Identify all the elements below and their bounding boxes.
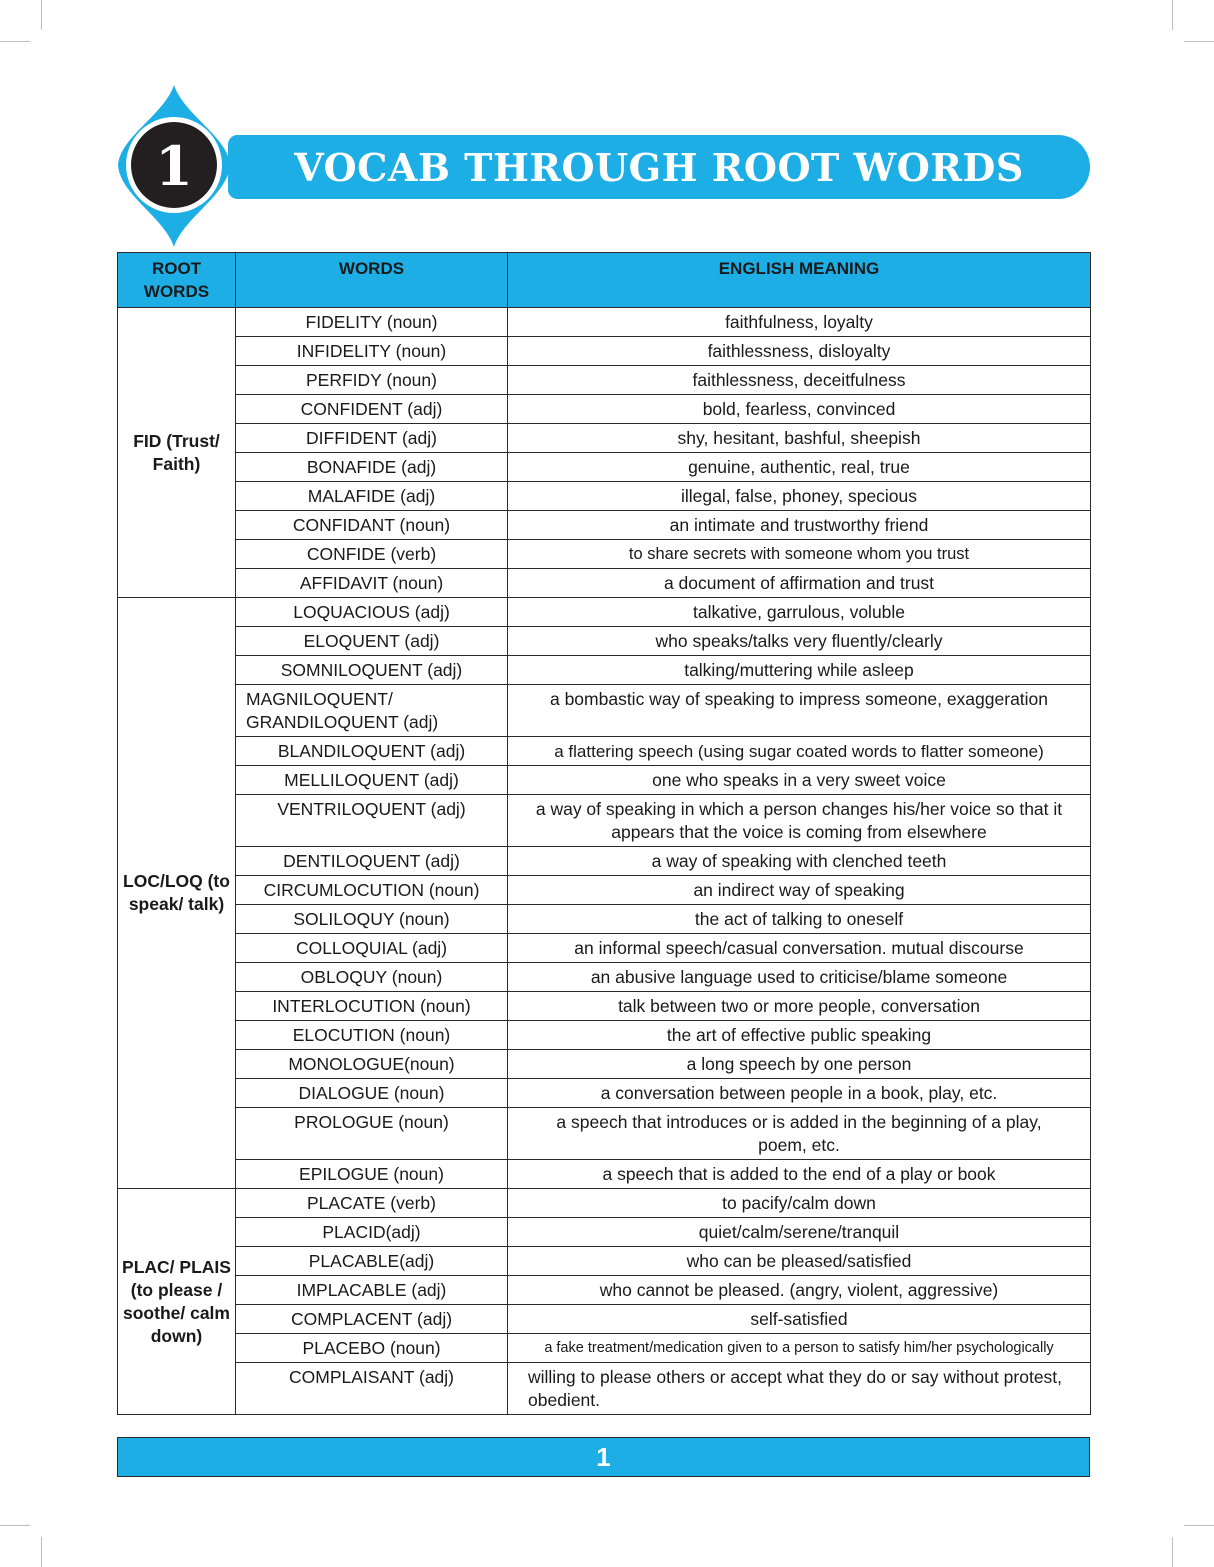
meaning-cell: who cannot be pleased. (angry, violent, aggressive) [508, 1276, 1091, 1305]
word-cell: COLLOQUIAL (adj) [236, 934, 508, 963]
table-row [118, 627, 1091, 656]
meaning-cell: genuine, authentic, real, true [508, 453, 1091, 482]
meaning-cell: a speech that is added to the end of a play or book [508, 1160, 1091, 1189]
meaning-cell: faithlessness, deceitfulness [508, 366, 1091, 395]
table-row [118, 1160, 1091, 1189]
table-row [118, 424, 1091, 453]
table-row [118, 766, 1091, 795]
table-row [118, 482, 1091, 511]
header-words: WORDS [236, 253, 508, 308]
table-row [118, 1079, 1091, 1108]
word-cell: PLACEBO (noun) [236, 1334, 508, 1363]
word-cell: OBLOQUY (noun) [236, 963, 508, 992]
meaning-cell: a conversation between people in a book, play, etc. [508, 1079, 1091, 1108]
meaning-cell: a way of speaking in which a person changes his/her voice so that it appears that the voice is coming from elsewhere [508, 795, 1091, 847]
meaning-cell: to share secrets with someone whom you trust [508, 540, 1091, 569]
meaning-cell: an abusive language used to criticise/blame someone [508, 963, 1091, 992]
word-cell: MONOLOGUE(noun) [236, 1050, 508, 1079]
word-cell: COMPLAISANT (adj) [236, 1363, 508, 1415]
root-word-cell: PLAC/ PLAIS (to please / soothe/ calm down) [118, 1189, 236, 1415]
header-english-meaning: ENGLISH MEANING [508, 253, 1091, 308]
table-row [118, 1363, 1091, 1415]
meaning-cell: talking/muttering while asleep [508, 656, 1091, 685]
word-cell: DIALOGUE (noun) [236, 1079, 508, 1108]
meaning-cell: a long speech by one person [508, 1050, 1091, 1079]
table-row [118, 395, 1091, 424]
table-row [118, 685, 1091, 737]
page-number: 1 [596, 1442, 611, 1472]
table-row [118, 308, 1091, 337]
chapter-number: 1 [155, 134, 193, 198]
meaning-cell: self-satisfied [508, 1305, 1091, 1334]
word-cell: LOQUACIOUS (adj) [236, 598, 508, 627]
meaning-cell: the act of talking to oneself [508, 905, 1091, 934]
crop-mark [41, 0, 42, 30]
word-cell: IMPLACABLE (adj) [236, 1276, 508, 1305]
table-row [118, 1276, 1091, 1305]
meaning-cell: faithlessness, disloyalty [508, 337, 1091, 366]
table-row [118, 1334, 1091, 1363]
crop-mark [1184, 41, 1214, 42]
meaning-cell: the art of effective public speaking [508, 1021, 1091, 1050]
table-row [118, 1021, 1091, 1050]
table-row [118, 934, 1091, 963]
word-cell: PLACATE (verb) [236, 1189, 508, 1218]
table-row [118, 737, 1091, 766]
word-cell: CONFIDANT (noun) [236, 511, 508, 540]
table-row [118, 656, 1091, 685]
table-row [118, 847, 1091, 876]
word-cell: DENTILOQUENT (adj) [236, 847, 508, 876]
table-row [118, 876, 1091, 905]
meaning-cell: bold, fearless, convinced [508, 395, 1091, 424]
table-row [118, 992, 1091, 1021]
table-row [118, 366, 1091, 395]
meaning-cell: faithfulness, loyalty [508, 308, 1091, 337]
crop-mark [0, 1525, 30, 1526]
table-row [118, 453, 1091, 482]
table-row [118, 511, 1091, 540]
meaning-cell: a bombastic way of speaking to impress someone, exaggeration [508, 685, 1091, 737]
meaning-cell: talk between two or more people, conversation [508, 992, 1091, 1021]
meaning-cell: an informal speech/casual conversation. mutual discourse [508, 934, 1091, 963]
table-row [118, 1305, 1091, 1334]
word-cell: ELOCUTION (noun) [236, 1021, 508, 1050]
page-footer [117, 1437, 1090, 1477]
word-cell: VENTRILOQUENT (adj) [236, 795, 508, 847]
word-cell: MAGNILOQUENT/ GRANDILOQUENT (adj) [236, 685, 508, 737]
meaning-cell: quiet/calm/serene/tranquil [508, 1218, 1091, 1247]
word-cell: INFIDELITY (noun) [236, 337, 508, 366]
word-cell: ELOQUENT (adj) [236, 627, 508, 656]
meaning-cell: a way of speaking with clenched teeth [508, 847, 1091, 876]
word-cell: PLACABLE(adj) [236, 1247, 508, 1276]
word-cell: DIFFIDENT (adj) [236, 424, 508, 453]
word-cell: CONFIDE (verb) [236, 540, 508, 569]
crop-mark [1184, 1525, 1214, 1526]
word-cell: CIRCUMLOCUTION (noun) [236, 876, 508, 905]
table-row [118, 1247, 1091, 1276]
table-row [118, 1050, 1091, 1079]
meaning-cell: illegal, false, phoney, specious [508, 482, 1091, 511]
crop-mark [0, 41, 30, 42]
meaning-cell: an intimate and trustworthy friend [508, 511, 1091, 540]
meaning-cell: willing to please others or accept what they do or say without protest, obedient. [508, 1363, 1091, 1415]
word-cell: AFFIDAVIT (noun) [236, 569, 508, 598]
word-cell: MALAFIDE (adj) [236, 482, 508, 511]
title-banner [228, 135, 1090, 199]
word-cell: EPILOGUE (noun) [236, 1160, 508, 1189]
root-word-cell: LOC/LOQ (to speak/ talk) [118, 598, 236, 1189]
table-row [118, 569, 1091, 598]
table-row [118, 795, 1091, 847]
word-cell: PERFIDY (noun) [236, 366, 508, 395]
table-row [118, 905, 1091, 934]
word-cell: INTERLOCUTION (noun) [236, 992, 508, 1021]
meaning-cell: talkative, garrulous, voluble [508, 598, 1091, 627]
table-row [118, 337, 1091, 366]
meaning-cell: who speaks/talks very fluently/clearly [508, 627, 1091, 656]
vocab-table [117, 252, 1091, 1415]
root-word-cell: FID (Trust/ Faith) [118, 308, 236, 598]
word-cell: BLANDILOQUENT (adj) [236, 737, 508, 766]
word-cell: SOMNILOQUENT (adj) [236, 656, 508, 685]
table-row [118, 1108, 1091, 1160]
crop-mark [1172, 0, 1173, 30]
word-cell: PLACID(adj) [236, 1218, 508, 1247]
meaning-cell: a fake treatment/medication given to a person to satisfy him/her psychologically [508, 1334, 1091, 1363]
meaning-cell: shy, hesitant, bashful, sheepish [508, 424, 1091, 453]
meaning-cell: a document of affirmation and trust [508, 569, 1091, 598]
meaning-cell: one who speaks in a very sweet voice [508, 766, 1091, 795]
word-cell: FIDELITY (noun) [236, 308, 508, 337]
table-row [118, 1218, 1091, 1247]
word-cell: PROLOGUE (noun) [236, 1108, 508, 1160]
meaning-cell: who can be pleased/satisfied [508, 1247, 1091, 1276]
chapter-header [118, 85, 1090, 247]
word-cell: BONAFIDE (adj) [236, 453, 508, 482]
meaning-cell: an indirect way of speaking [508, 876, 1091, 905]
chapter-title: VOCAB THROUGH ROOT WORDS [294, 145, 1024, 190]
word-cell: SOLILOQUY (noun) [236, 905, 508, 934]
table-row [118, 598, 1091, 627]
table-row [118, 963, 1091, 992]
header-root-words: ROOT WORDS [118, 253, 236, 308]
meaning-cell: to pacify/calm down [508, 1189, 1091, 1218]
table-row [118, 540, 1091, 569]
crop-mark [1172, 1537, 1173, 1567]
table-row [118, 1189, 1091, 1218]
word-cell: MELLILOQUENT (adj) [236, 766, 508, 795]
word-cell: CONFIDENT (adj) [236, 395, 508, 424]
meaning-cell: a speech that introduces or is added in the beginning of a play, poem, etc. [508, 1108, 1091, 1160]
table-header-row [118, 253, 1091, 308]
crop-mark [41, 1537, 42, 1567]
word-cell: COMPLACENT (adj) [236, 1305, 508, 1334]
meaning-cell: a flattering speech (using sugar coated words to flatter someone) [508, 737, 1091, 766]
